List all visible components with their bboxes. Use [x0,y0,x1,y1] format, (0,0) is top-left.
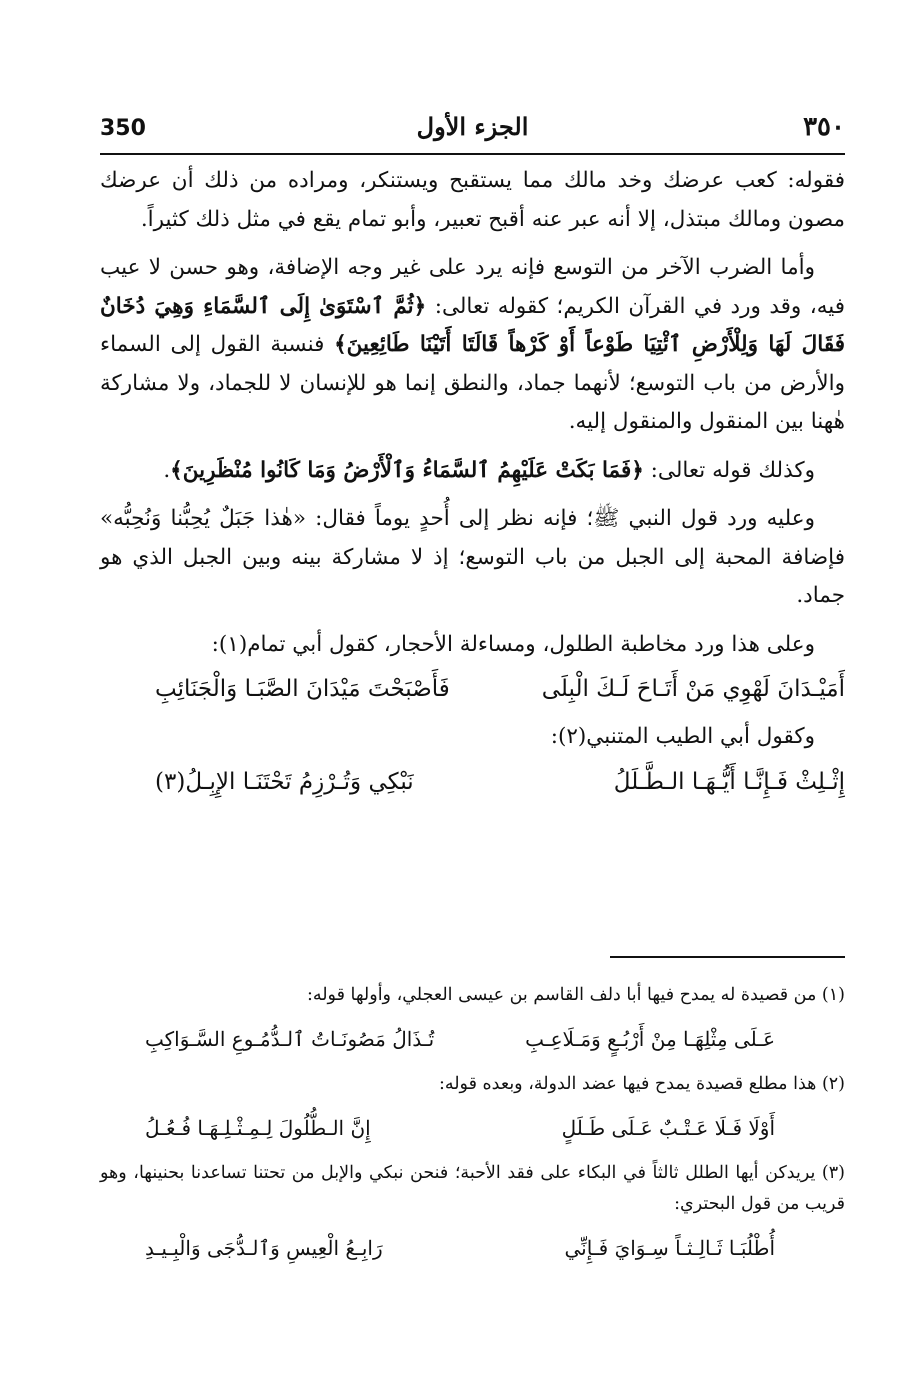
page-number-arabic: ٣٥٠ [803,112,845,142]
footnote-1: (١) من قصيدة له يمدح فيها أبا دلف القاسم بن عيسى العجلي، وأولها قوله: [306,985,845,1005]
footnote-1-verse-second: تُـذَالُ مَصُونَـاتُ ٱلـدُّمُـوعِ السَّـوَاكِبِ [145,1027,435,1051]
paragraph-3-text-a: وكذلك قوله تعالى: [643,457,815,483]
main-text [100,162,845,811]
paragraph-4: وعليه ورد قول النبي ﷺ؛ فإنه نظر إلى أُحدٍ يوماً فقال: «هٰذا جَبَلٌ يُحِبُّنا وَنُحِبُّه» فإضافة المحبة إلى الجبل من باب التوسع؛ إذ لا مشاركة بينه وبين الجبل الذي هو جماد. [100,506,845,608]
verse-mutanabbi [155,761,845,803]
paragraph-2 [100,249,845,442]
paragraph-5: وعلى هذا ورد مخاطبة الطلول، ومساءلة الأحجار، كقول أبي تمام(١): [211,631,815,657]
page-header [100,108,845,152]
verse-2-second-hemistich: نَبْكِي وَتُـرْزِمُ تَحْتَنَـا الإِبِـلُ(٣) [155,768,414,795]
verse-1-second-hemistich: فَأَصْبَحْتَ مَيْدَانَ الصَّبَـا وَالْجَنَائِبِ [155,676,450,702]
header-rule [100,153,845,155]
footnote-3: (٣) يريدكن أيها الطلل ثالثاً في البكاء على فقد الأحبة؛ فنحن نبكي والإبل من تحتنا تساعدنا بحنينها، وهو قريب من قول البحتري: [100,1163,845,1214]
verse-1-first-hemistich: أَمَيْـدَانَ لَهْوِي مَنْ أَتَـاحَ لَـكَ الْبِلَى [541,676,845,702]
footnote-2-verse-first: أَوْلَا فَـلَا عَـتْـبٌ عَـلَى طَـلَلٍ [561,1116,775,1140]
verse-abu-tammam [155,668,845,710]
verse-2-first-hemistich: إِثْـلِثْ فَـإِنَّـا أَيُّـهَـا الـطَّـلَلُ [613,768,845,795]
quran-quote-2: ﴿فَمَا بَكَتْ عَلَيْهِمُ ٱلسَّمَاءُ وَٱلْأَرْضُ وَمَا كَانُوا مُنْظَرِينَ﴾ [170,457,644,483]
footnote-3-verse-first: أُطْلُبَـا ثَـالِـثـاً سِـوَايَ فَـإِنِّي [564,1236,775,1260]
paragraph-2-text-a: وأما الضرب الآخر من التوسع فإنه يرد على غير وجه الإضافة، وهو حسن لا عيب فيه، وقد ورد في القرآن الكريم؛ كقوله تعالى: [100,255,846,319]
paragraph-3 [100,452,845,491]
footnote-1-verse-first: عَـلَى مِثْلِهَـا مِنْ أَرْبُـعٍ وَمَـلَاعِـبِ [525,1027,775,1051]
footnote-rule [610,956,845,958]
footnote-1-verse [145,1017,775,1061]
footnote-2: (٢) هذا مطلع قصيدة يمدح فيها عضد الدولة، وبعده قوله: [438,1074,845,1094]
paragraph-3-text-b: . [163,457,171,483]
paragraph-6: وكقول أبي الطيب المتنبي(٢): [550,724,815,749]
paragraph-2-text-b: فنسبة القول إلى السماء والأرض من باب التوسع؛ لأنهما جماد، والنطق إنما هو للإنسان لا للجماد، ولا مشاركة هٰهنا بين المنقول والمنقول إليه. [100,332,845,434]
quran-quote-1: ﴿ثُمَّ ٱسْتَوَىٰ إِلَى ٱلسَّمَاءِ وَهِيَ دُخَانٌ فَقَالَ لَهَا وَلِلْأَرْضِ ٱئْتِيَا طَوْعاً أَوْ كَرْهاً قَالَتَا أَتَيْنَا طَائِعِينَ﴾ [100,293,845,357]
running-title: الجزء الأول [416,112,529,141]
footnote-3-verse [145,1226,775,1270]
footnotes [100,980,845,1278]
footnote-3-verse-second: رَابِـعُ الْعِيسِ وَٱلـدُّجَى وَالْبِـيـدِ [145,1236,383,1260]
paragraph-1: فقوله: كعب عرضك وخد مالك مما يستقبح ويستنكر، ومراده من ذلك أن عرضك مصون ومالك مبتذل، إلا أنه عبر عنه أقبح تعبير، وأبو تمام يقع في مثل ذلك كثيراً. [100,168,845,232]
footnote-2-verse [145,1106,775,1150]
page-number-latin: 350 [100,116,146,141]
footnote-2-verse-second: إِنَّ الـطُّلُولَ لِـمِـثْـلِـهَـا فُـعُـلُ [145,1116,371,1140]
